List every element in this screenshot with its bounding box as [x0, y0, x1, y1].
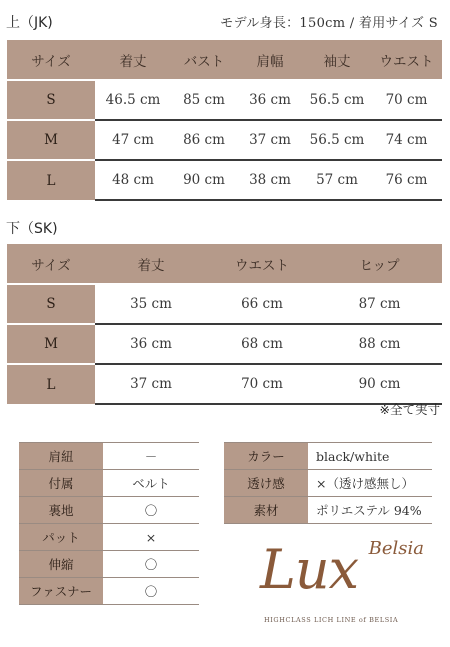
top-size-table [7, 40, 442, 201]
spec-key: 素材 [224, 497, 308, 524]
table-cell: 47 cm [95, 120, 171, 160]
spec-value: 〇 [103, 551, 199, 578]
table-header-row [7, 40, 442, 80]
table-cell: 56.5 cm [303, 120, 371, 160]
spec-value: ポリエステル 94% [308, 497, 432, 524]
table-cell: 76 cm [371, 160, 442, 200]
table-cell: 56.5 cm [303, 80, 371, 120]
spec-table-right [224, 442, 432, 524]
table-cell: 90 cm [171, 160, 237, 200]
spec-key: 付属 [19, 470, 103, 497]
table-header-row [7, 244, 442, 284]
spec-key: 伸縮 [19, 551, 103, 578]
size-label: M [7, 324, 95, 364]
table-cell: 88 cm [317, 324, 442, 364]
spec-row [224, 497, 432, 524]
size-label: S [7, 284, 95, 324]
table-row [7, 284, 442, 324]
spec-value: black/white [308, 443, 432, 470]
header-waist: ウエスト [207, 244, 317, 284]
table-cell: 37 cm [237, 120, 303, 160]
table-cell: 46.5 cm [95, 80, 171, 120]
top-section-title: 上（JK) [6, 15, 53, 31]
bottom-section-title: 下（SK) [6, 221, 58, 237]
spec-value: ×（透け感無し） [308, 470, 432, 497]
table-cell: 48 cm [95, 160, 171, 200]
table-row [7, 324, 442, 364]
table-cell: 36 cm [237, 80, 303, 120]
spec-row [224, 470, 432, 497]
table-cell: 36 cm [95, 324, 207, 364]
table-row [7, 120, 442, 160]
table-cell: 87 cm [317, 284, 442, 324]
table-cell: 66 cm [207, 284, 317, 324]
table-row [7, 80, 442, 120]
header-sleeve: 袖丈 [303, 40, 371, 80]
table-cell: 86 cm [171, 120, 237, 160]
table-cell: 70 cm [371, 80, 442, 120]
table-row [7, 160, 442, 200]
spec-row [19, 578, 199, 605]
spec-key: ファスナー [19, 578, 103, 605]
logo-script: Lux [260, 538, 359, 601]
spec-value: 〇 [103, 578, 199, 605]
table-cell: 35 cm [95, 284, 207, 324]
table-cell: 37 cm [95, 364, 207, 404]
table-cell: 57 cm [303, 160, 371, 200]
header-length: 着丈 [95, 244, 207, 284]
spec-row [19, 470, 199, 497]
size-label: S [7, 80, 95, 120]
header-shoulder: 肩幅 [237, 40, 303, 80]
table-cell: 74 cm [371, 120, 442, 160]
header-waist: ウエスト [371, 40, 442, 80]
actual-measurement-note: ※全て実寸 [379, 402, 440, 417]
spec-table-left [19, 442, 199, 605]
brand-logo [256, 534, 436, 630]
spec-key: カラー [224, 443, 308, 470]
table-cell: 68 cm [207, 324, 317, 364]
spec-value: ベルト [103, 470, 199, 497]
logo-tagline: HIGHCLASS LICH LINE of BELSIA [264, 616, 399, 624]
spec-key: 肩紐 [19, 443, 103, 470]
spec-value: 〇 [103, 497, 199, 524]
table-row [7, 364, 442, 404]
spec-key: 透け感 [224, 470, 308, 497]
header-bust: バスト [171, 40, 237, 80]
spec-value: － [103, 443, 199, 470]
spec-row [19, 551, 199, 578]
size-label: L [7, 160, 95, 200]
header-length: 着丈 [95, 40, 171, 80]
table-cell: 70 cm [207, 364, 317, 404]
header-size: サイズ [7, 244, 95, 284]
table-cell: 90 cm [317, 364, 442, 404]
spec-row [224, 443, 432, 470]
header-size: サイズ [7, 40, 95, 80]
size-label: L [7, 364, 95, 404]
bottom-size-table [7, 244, 442, 405]
header-hip: ヒップ [317, 244, 442, 284]
spec-value: × [103, 524, 199, 551]
spec-row [19, 524, 199, 551]
table-cell: 38 cm [237, 160, 303, 200]
table-cell: 85 cm [171, 80, 237, 120]
logo-sub: Belsia [368, 538, 424, 559]
spec-row [19, 497, 199, 524]
spec-row [19, 443, 199, 470]
spec-key: パット [19, 524, 103, 551]
size-label: M [7, 120, 95, 160]
spec-key: 裏地 [19, 497, 103, 524]
model-note: モデル身長：150cm / 着用サイズ S [220, 16, 438, 31]
